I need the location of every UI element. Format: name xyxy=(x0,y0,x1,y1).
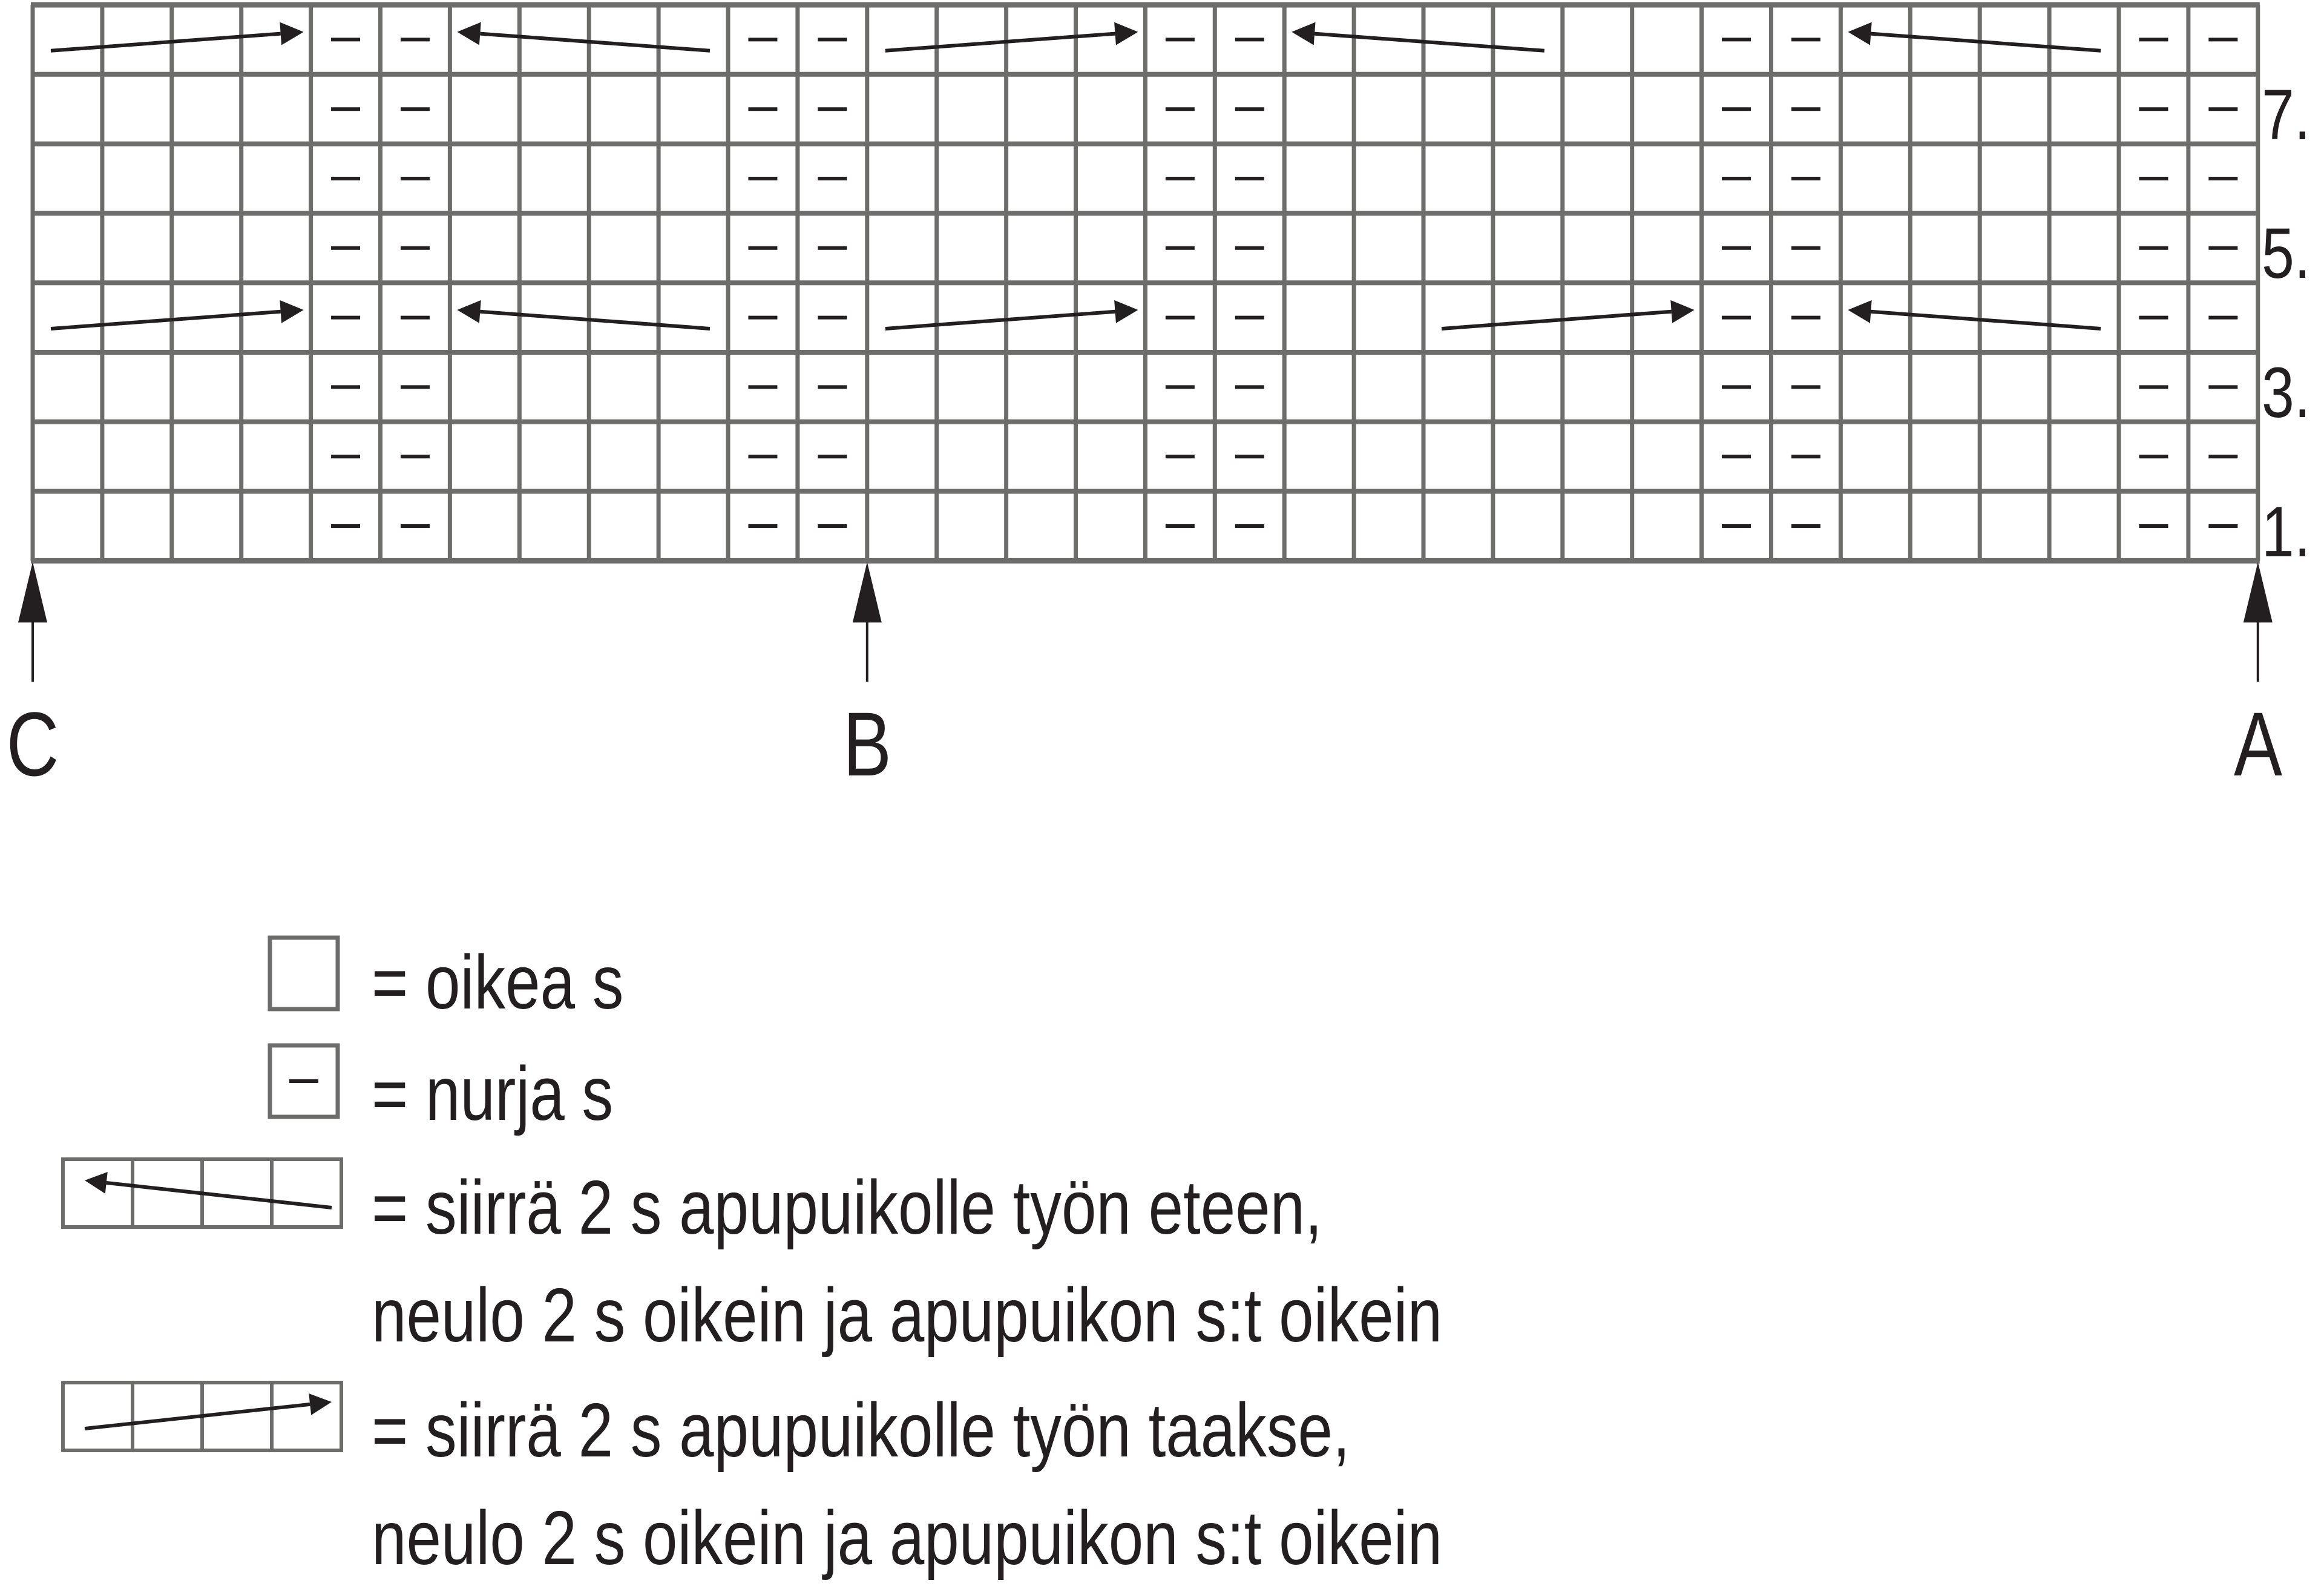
legend-purl-text: = nurja s xyxy=(372,1051,614,1136)
legend-cable-right-icon xyxy=(63,1383,341,1450)
cable-left-arrow-icon xyxy=(457,22,710,51)
cable-right-arrow-icon xyxy=(1442,300,1695,329)
chart-grid xyxy=(31,5,2260,561)
legend-cable-left-line1: = siirrä 2 s apupuikolle työn eteen, xyxy=(372,1165,1322,1250)
legend-symbols xyxy=(63,938,341,1450)
row-number-1: 1. xyxy=(2261,492,2311,572)
cable-right-arrow-icon xyxy=(51,22,304,51)
legend-knit-text: = oikea s xyxy=(372,939,624,1025)
marker-arrow-icon-B xyxy=(853,562,882,682)
cable-right-arrow-icon xyxy=(885,300,1138,329)
cable-left-arrow-icon xyxy=(457,300,710,329)
cable-left-arrow-icon xyxy=(1848,300,2101,329)
legend-cable-right-line2: neulo 2 s oikein ja apupuikon s:t oikein xyxy=(372,1495,1443,1581)
row-number-5: 5. xyxy=(2261,214,2311,294)
cable-right-arrow-icon xyxy=(51,300,304,329)
marker-label-C: C xyxy=(6,693,59,795)
cable-right-arrow-icon xyxy=(885,22,1138,51)
repeat-markers xyxy=(18,562,2273,682)
row-number-3: 3. xyxy=(2261,353,2311,433)
cable-left-arrow-icon xyxy=(1292,22,1544,51)
marker-label-A: A xyxy=(2233,693,2282,795)
legend-knit-square-icon xyxy=(270,938,338,1009)
marker-arrow-icon-A xyxy=(2244,562,2273,682)
marker-label-B: B xyxy=(842,693,891,795)
cable-left-arrow-icon xyxy=(1848,22,2101,51)
marker-arrow-icon-C xyxy=(18,562,47,682)
row-number-7: 7. xyxy=(2261,74,2311,155)
legend-cable-left-line2: neulo 2 s oikein ja apupuikon s:t oikein xyxy=(372,1272,1443,1358)
legend-cable-left-icon xyxy=(63,1159,341,1227)
legend-purl-square-icon xyxy=(270,1045,338,1117)
legend-cable-right-line1: = siirrä 2 s apupuikolle työn taakse, xyxy=(372,1387,1350,1473)
